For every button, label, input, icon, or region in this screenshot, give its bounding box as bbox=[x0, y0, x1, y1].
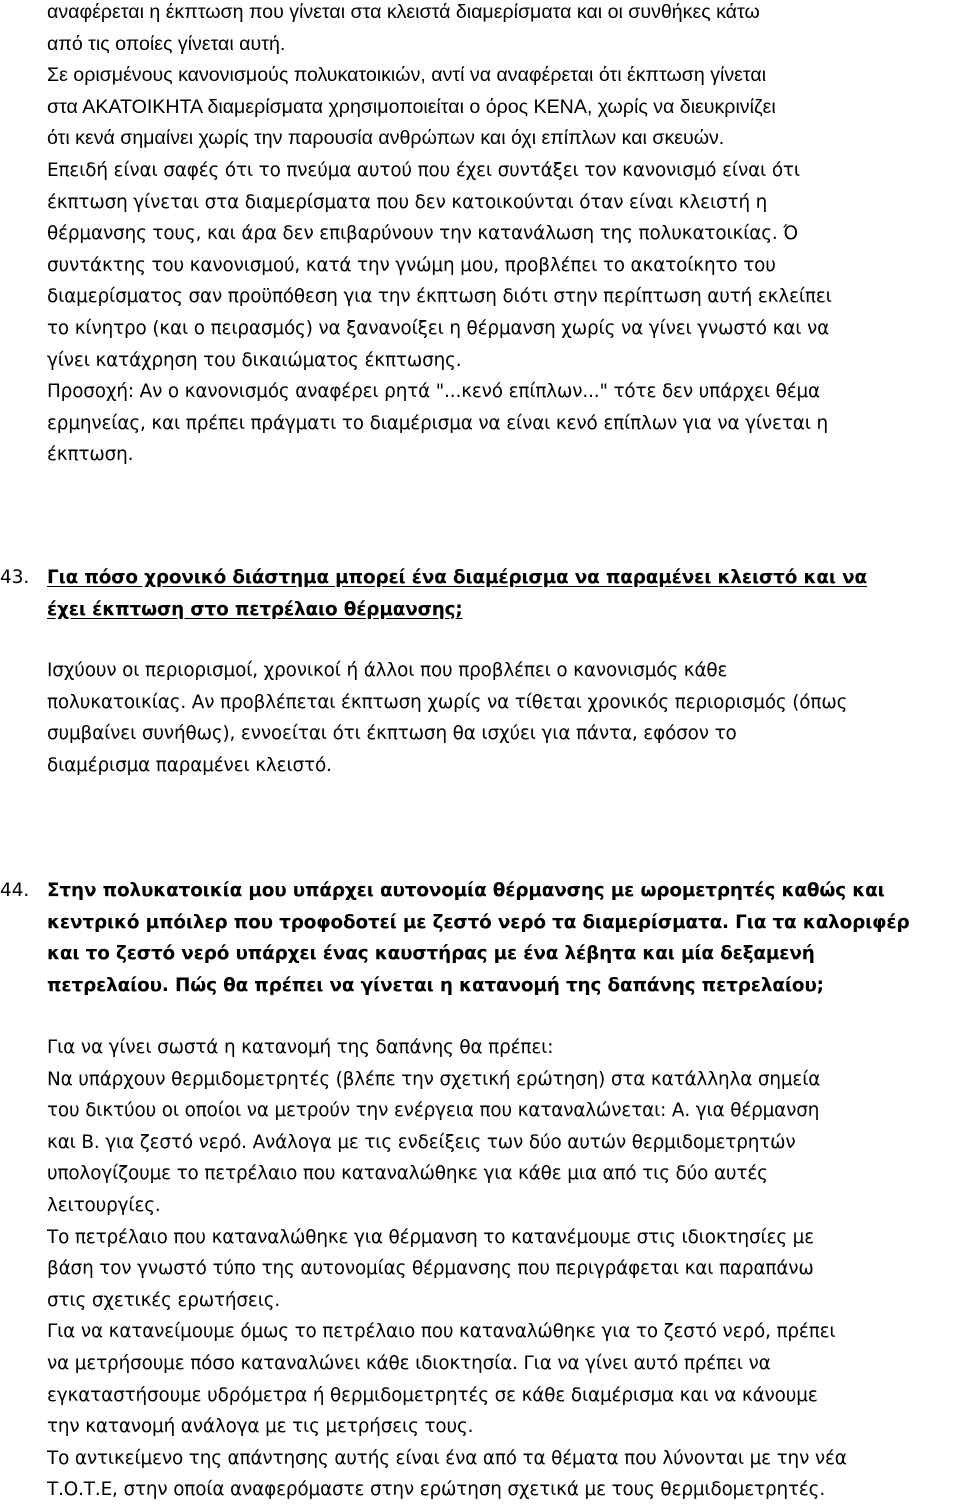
text-line: και Β. για ζεστό νερό. Ανάλογα με τις ενδείξεις των δύο αυτών θερμιδομετρητών bbox=[47, 1131, 796, 1153]
text-line: πολυκατοικίας. Αν προβλέπεται έκπτωση χωρίς να τίθεται χρονικός περιορισμός (όπως bbox=[47, 691, 848, 713]
text-line: Για να κατανείμουμε όμως το πετρέλαιο που καταναλώθηκε για το ζεστό νερό, πρέπει bbox=[47, 1321, 836, 1343]
text-line: Τ.Ο.Τ.Ε, στην οποία αναφερόμαστε στην ερώτηση σχετικά με τους θερμιδομετρητές. bbox=[47, 1479, 826, 1501]
text-line: συντάκτης του κανονισμού, κατά την γνώμη μου, προβλέπει το ακατοίκητο του bbox=[47, 254, 776, 276]
text-line: γίνει κατάχρηση του δικαιώματος έκπτωσης. bbox=[47, 349, 462, 371]
text-line: του δικτύου οι οποίοι να μετρούν την ενέργεια που καταναλώνεται: Α. για θέρμανση bbox=[47, 1100, 820, 1122]
question-line: και το ζεστό νερό υπάρχει ένας καυστήρας με ένα λέβητα και μία δεξαμενή bbox=[47, 943, 815, 965]
question-44-answer bbox=[47, 1032, 952, 1506]
text-line: έκπτωση. bbox=[47, 444, 134, 466]
explanation-paragraph bbox=[47, 155, 952, 471]
text-line: εγκαταστήσουμε υδρόμετρα ή θερμιδομετρητές σε κάθε διαμέρισμα και να κάνουμε bbox=[47, 1384, 818, 1406]
text-line: στα ΑΚΑΤΟΙΚΗΤΑ διαμερίσματα χρησιμοποιείται ο όρος ΚΕΝΑ, χωρίς να διευκρινίζει bbox=[47, 95, 776, 118]
text-line: Το αντικείμενο της απάντησης αυτής είναι ένα από τα θέματα που λύνονται με την νέα bbox=[47, 1447, 847, 1469]
text-line: από τις οποίες γίνεται αυτή. bbox=[47, 32, 286, 55]
question-line: πετρελαίου. Πώς θα πρέπει να γίνεται η κατανομή της δαπάνης πετρελαίου; bbox=[47, 974, 824, 996]
question-43-title bbox=[47, 562, 952, 625]
question-number: 44. bbox=[0, 880, 30, 901]
text-line: στις σχετικές ερωτήσεις. bbox=[47, 1289, 281, 1311]
text-line: Προσοχή: Αν ο κανονισμός αναφέρει ρητά "...κενό επίπλων..." τότε δεν υπάρχει θέμα bbox=[47, 381, 821, 403]
text-line: να μετρήσουμε πόσο καταναλώνει κάθε ιδιοκτησία. Για να γίνει αυτό πρέπει να bbox=[47, 1352, 771, 1374]
text-line: διαμερίσματος σαν προϋπόθεση για την έκπτωση διότι στην περίπτωση αυτή εκλείπει bbox=[47, 286, 832, 308]
text-line: συμβαίνει συνήθως), εννοείται ότι έκπτωση θα ισχύει για πάντα, εφόσον το bbox=[47, 723, 737, 745]
text-line: ότι κενά σημαίνει χωρίς την παρουσία ανθρώπων και όχι επίπλων και σκευών. bbox=[47, 127, 725, 150]
question-line: Για πόσο χρονικό διάστημα μπορεί ένα διαμέρισμα να παραμένει κλειστό και να bbox=[47, 567, 868, 588]
question-43-answer bbox=[47, 655, 952, 781]
text-line: βάση τον γνωστό τύπο της αυτονομίας θέρμανσης που περιγράφεται και παραπάνω bbox=[47, 1258, 814, 1280]
text-line: θέρμανσης τους, και άρα δεν επιβαρύνουν την κατανάλωση της πολυκατοικίας. Ό bbox=[47, 223, 799, 245]
question-line: έχει έκπτωση στο πετρέλαιο θέρμανσης; bbox=[47, 598, 463, 620]
question-number: 43. bbox=[0, 567, 30, 588]
text-line: λειτουργίες. bbox=[47, 1194, 161, 1216]
question-44-title bbox=[47, 875, 952, 1001]
text-line: έκπτωση γίνεται στα διαμερίσματα που δεν κατοικούνται όταν είναι κλειστή η bbox=[47, 191, 768, 213]
text-line: ερμηνείας, και πρέπει πράγματι το διαμέρισμα να είναι κενό επίπλων για να γίνεται η bbox=[47, 412, 828, 434]
question-line: κεντρικό μπόιλερ που τροφοδοτεί με ζεστό νερό τα διαμερίσματα. Για τα καλοριφέρ bbox=[47, 911, 910, 933]
text-line: Επειδή είναι σαφές ότι το πνεύμα αυτού που έχει συντάξει τον κανονισμό είναι ότι bbox=[47, 160, 800, 181]
text-line: Το πετρέλαιο που καταναλώθηκε για θέρμανση το κατανέμουμε στις ιδιοκτησίες με bbox=[47, 1226, 815, 1248]
text-line: διαμέρισμα παραμένει κλειστό. bbox=[47, 754, 332, 776]
text-line: Για να γίνει σωστά η κατανομή της δαπάνης θα πρέπει: bbox=[47, 1037, 554, 1058]
text-line: υπολογίζουμε το πετρέλαιο που καταναλώθηκε για κάθε μια από τις δύο αυτές bbox=[47, 1163, 768, 1185]
text-line: το κίνητρο (και ο πειρασμός) να ξανανοίξει η θέρμανση χωρίς να γίνει γνωστό και να bbox=[47, 317, 830, 339]
text-line: Ισχύουν οι περιορισμοί, χρονικοί ή άλλοι που προβλέπει ο κανονισμός κάθε bbox=[47, 660, 728, 681]
text-line: Σε ορισμένους κανονισμούς πολυκατοικιών, αντί να αναφέρεται ότι έκπτωση γίνεται bbox=[47, 64, 767, 87]
text-line: την κατανομή ανάλογα με τις μετρήσεις τους. bbox=[47, 1416, 474, 1438]
intro-paragraph-arial bbox=[47, 0, 952, 155]
text-line: Να υπάρχουν θερμιδομετρητές (βλέπε την σχετική ερώτηση) στα κατάλληλα σημεία bbox=[47, 1068, 821, 1090]
question-line: Στην πολυκατοικία μου υπάρχει αυτονομία θέρμανσης με ωρομετρητές καθώς και bbox=[47, 880, 885, 901]
text-line: αναφέρεται η έκπτωση που γίνεται στα κλειστά διαμερίσματα και οι συνθήκες κάτω bbox=[47, 1, 760, 23]
